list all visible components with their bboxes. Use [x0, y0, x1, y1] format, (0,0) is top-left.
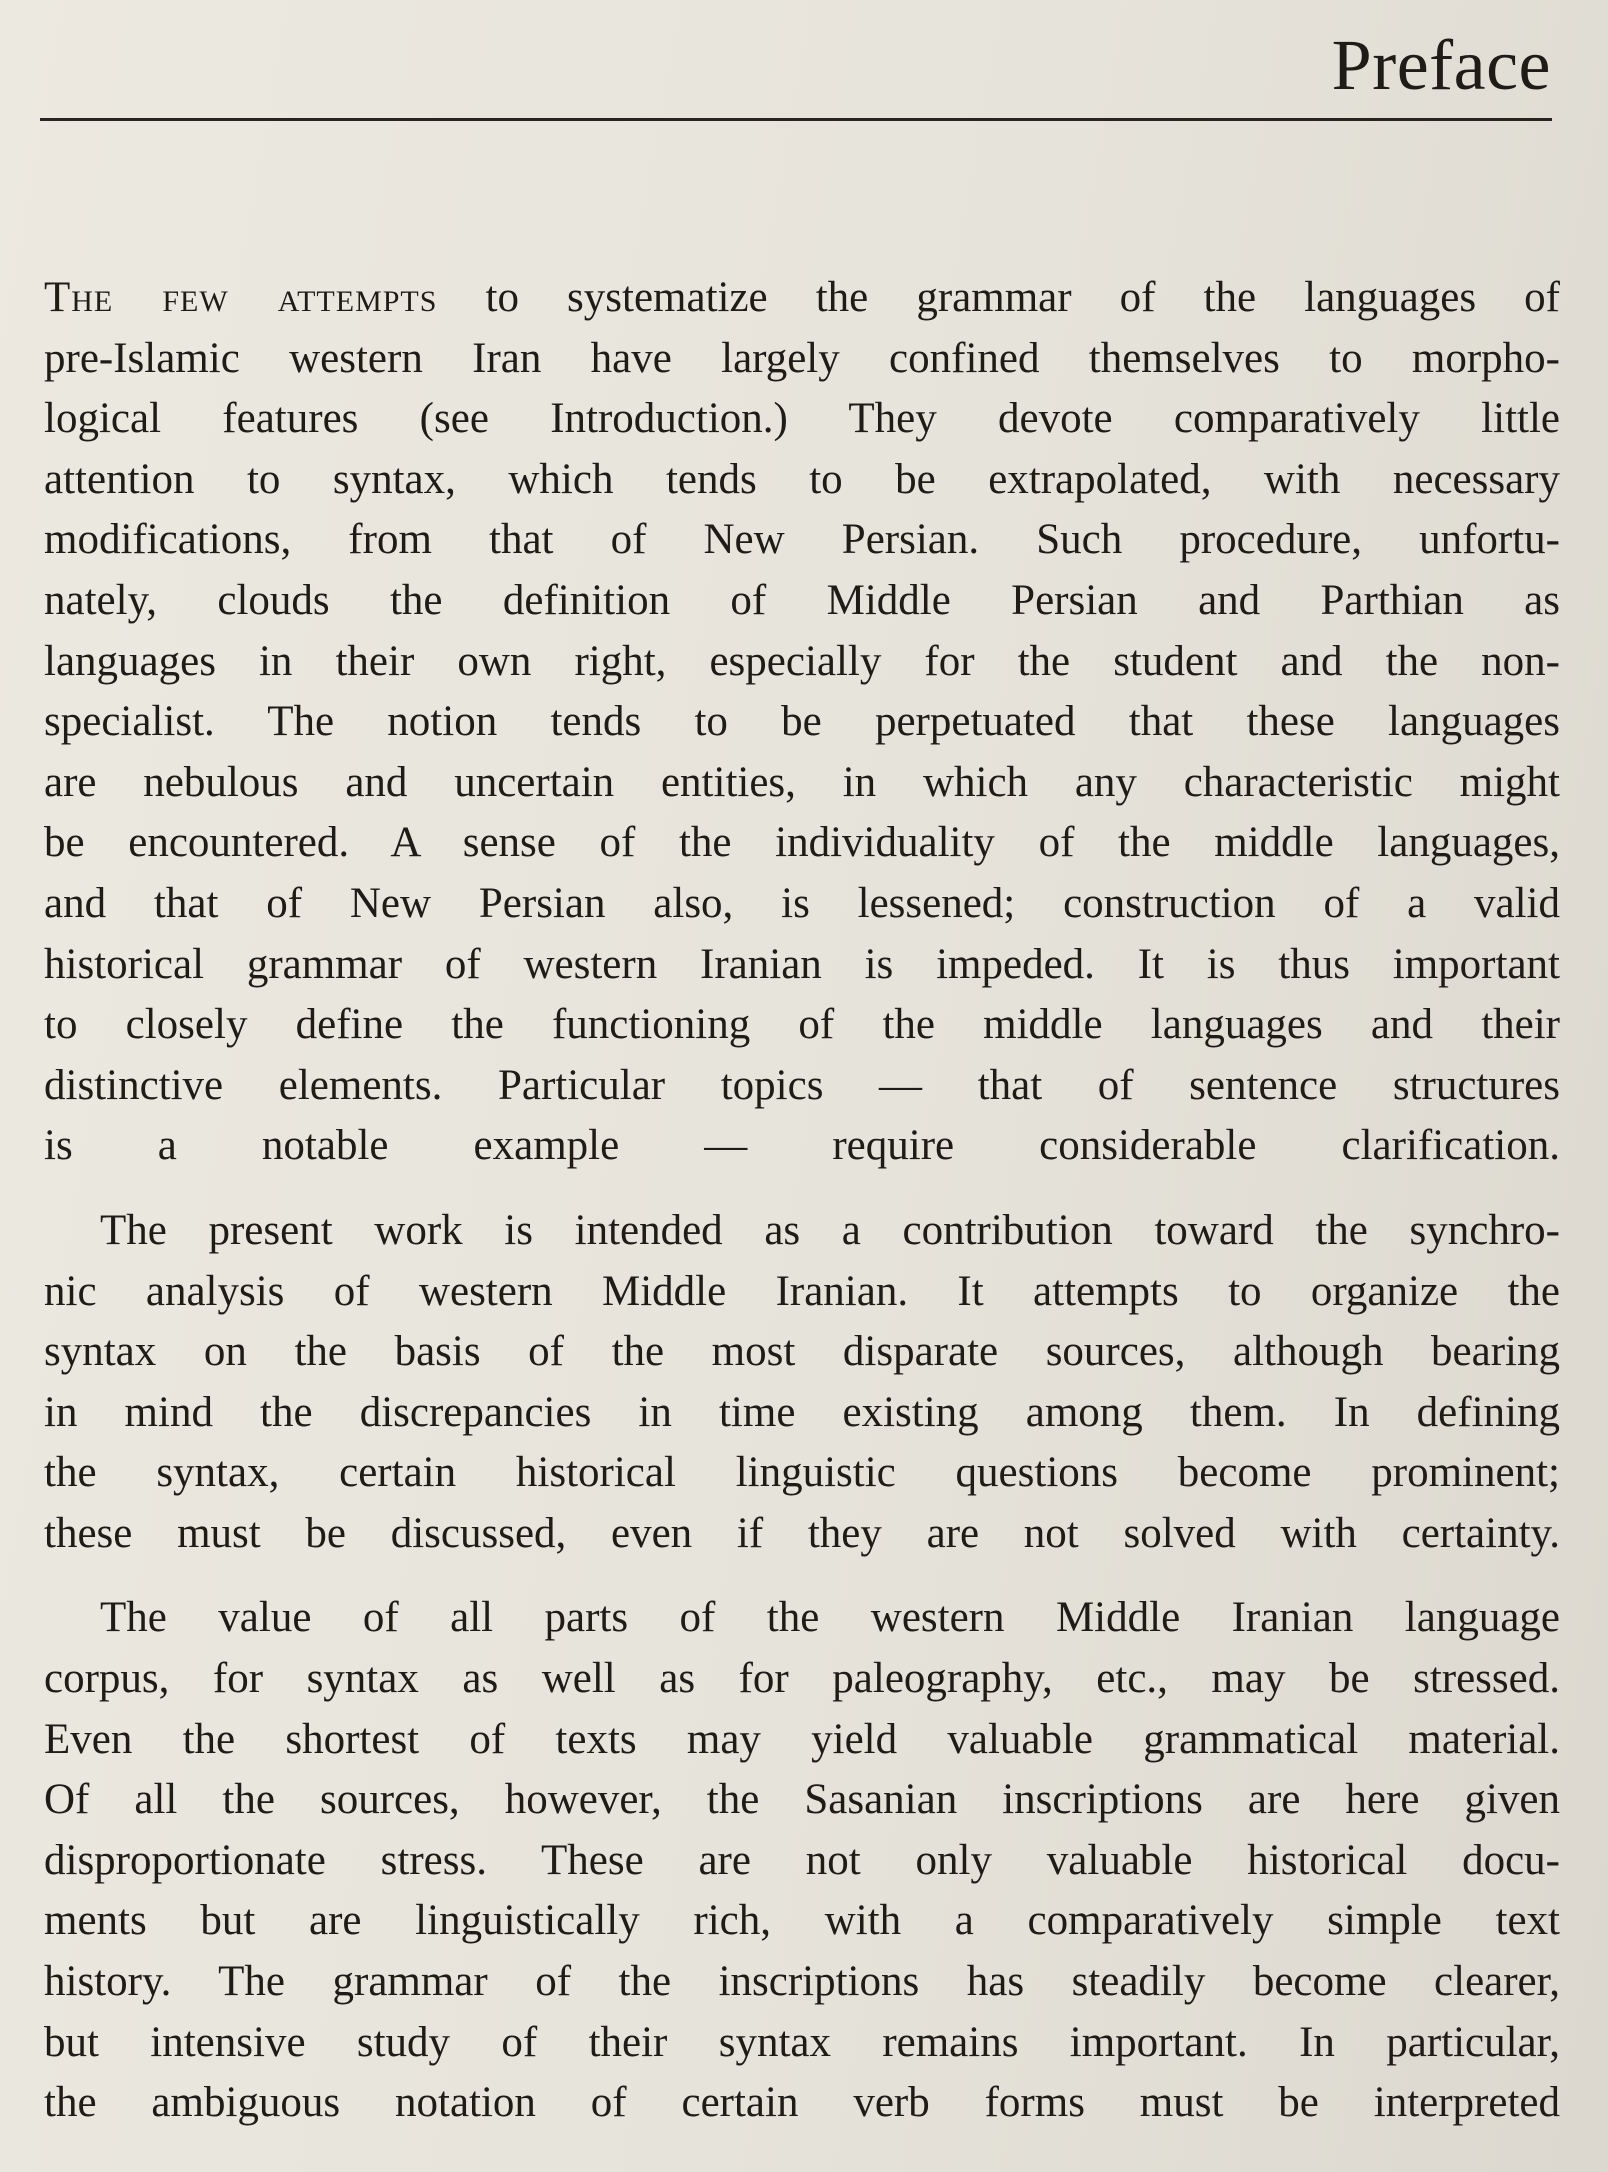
lead-in-small-caps: The few attempts [44, 274, 438, 321]
paragraph-2 [44, 1201, 1560, 1565]
text-line: corpus, for syntax as well as for paleography, etc., may be stressed. [44, 1655, 1560, 1703]
text-line: the syntax, certain historical linguistic questions become prominent; [44, 1449, 1560, 1497]
text-line: and that of New Persian also, is lessened; construction of a valid [44, 879, 1560, 927]
text-line: syntax on the basis of the most disparate sources, although bearing [44, 1328, 1560, 1376]
paragraph-3 [44, 1588, 1560, 2133]
text-line: specialist. The notion tends to be perpetuated that these languages [44, 698, 1560, 746]
text-line: to closely define the functioning of the middle languages and their [44, 1001, 1560, 1049]
text-line: are nebulous and uncertain entities, in which any characteristic might [44, 758, 1560, 806]
text-line: historical grammar of western Iranian is impeded. It is thus important [44, 940, 1560, 988]
text-line: in mind the discrepancies in time existing among them. In defining [44, 1388, 1560, 1436]
header-rule [40, 118, 1552, 121]
text-line: attention to syntax, which tends to be extrapolated, with necessary [44, 455, 1560, 503]
text-line: languages in their own right, especially for the student and the non- [44, 637, 1560, 685]
text-line: pre-Islamic western Iran have largely confined themselves to morpho- [44, 334, 1560, 382]
text-line: The few attempts to systematize the grammar of the languages of [44, 274, 1560, 321]
text-line: nately, clouds the definition of Middle Persian and Parthian as [44, 576, 1560, 624]
text-line: Of all the sources, however, the Sasanian inscriptions are here given [44, 1776, 1560, 1824]
text-line: The value of all parts of the western Middle Iranian language [100, 1594, 1560, 1642]
text-line: modifications, from that of New Persian. Such procedure, unfortu- [44, 516, 1560, 564]
text-line: logical features (see Introduction.) They devote comparatively little [44, 395, 1560, 443]
text-line: history. The grammar of the inscriptions has steadily become clearer, [44, 1958, 1560, 2006]
text-line: distinctive elements. Particular topics — that of sentence structures [44, 1061, 1560, 1109]
text-line: nic analysis of western Middle Iranian. It attempts to organize the [44, 1267, 1560, 1315]
text-line: is a notable example — require considerable clarification. [44, 1122, 1560, 1170]
page-title: Preface [1331, 25, 1551, 105]
text-line: The present work is intended as a contribution toward the synchro- [100, 1206, 1560, 1254]
text-line: the ambiguous notation of certain verb forms must be interpreted [44, 2079, 1560, 2127]
page-header [40, 20, 1555, 128]
text-line: ments but are linguistically rich, with a comparatively simple text [44, 1897, 1560, 1945]
text-line: Even the shortest of texts may yield valuable grammatical material. [44, 1715, 1560, 1763]
body-text [44, 268, 1560, 2134]
text-line: but intensive study of their syntax remains important. In particular, [44, 2018, 1560, 2066]
text-line: disproportionate stress. These are not only valuable historical docu- [44, 1836, 1560, 1884]
text-line: be encountered. A sense of the individuality of the middle languages, [44, 819, 1560, 867]
paragraph-1 [44, 268, 1560, 1177]
text-line: these must be discussed, even if they are not solved with certainty. [44, 1509, 1560, 1557]
